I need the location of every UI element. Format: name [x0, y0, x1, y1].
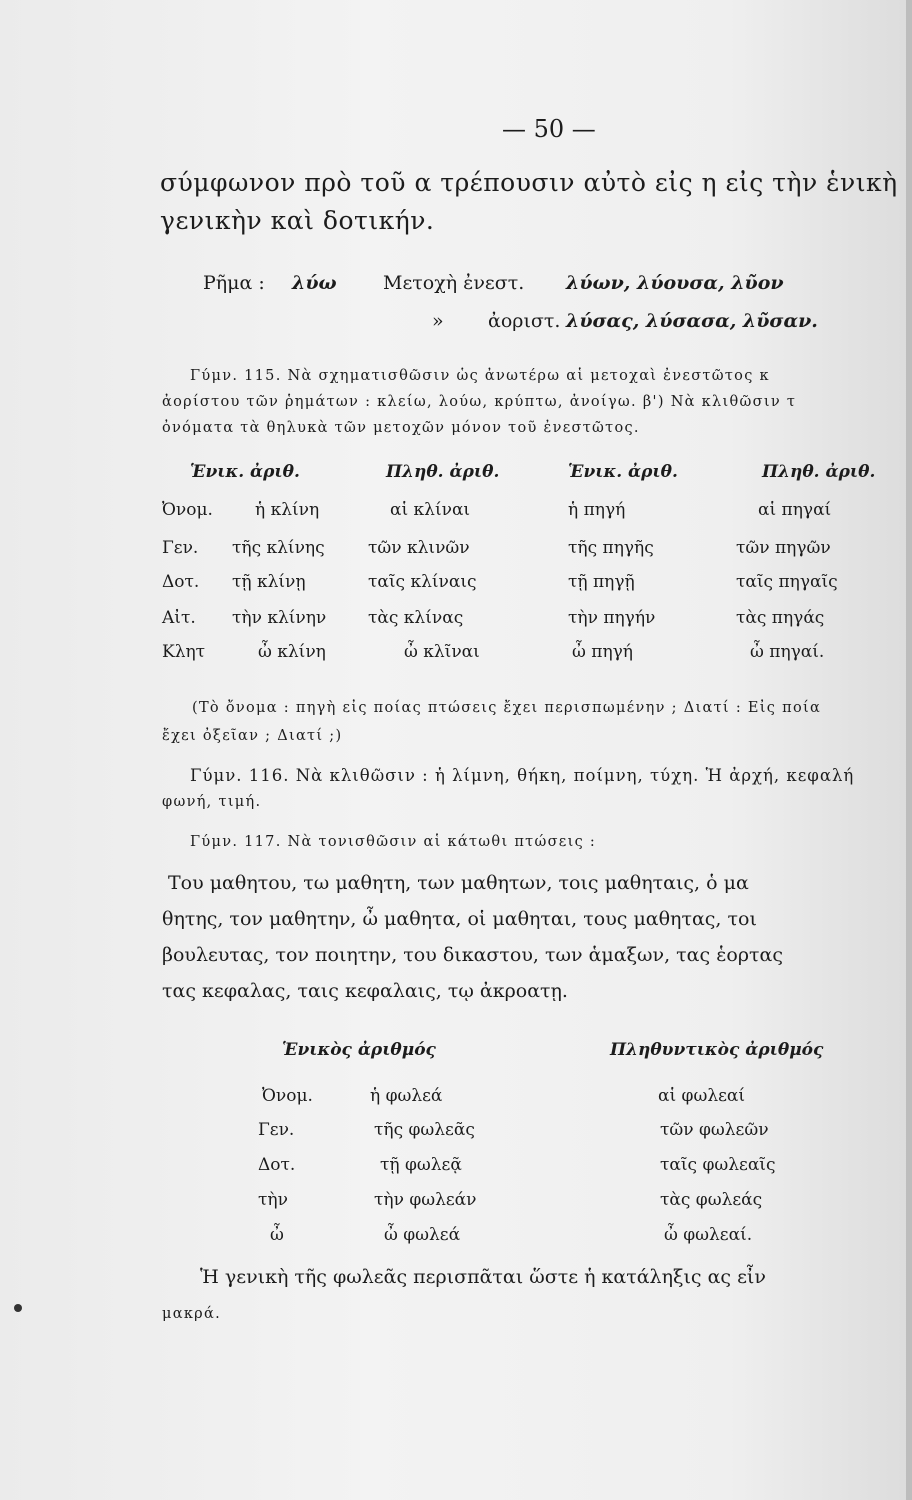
cell: τὰς πηγάς: [736, 608, 825, 628]
exercise-115-line-2: ἀορίστου τῶν ῥημάτων : κλείω, λούω, κρύπτω, ἀνοίγω. β') Νὰ κλιθῶσιν τ: [162, 394, 797, 410]
exercise-116-line-1: Γύμν. 116. Νὰ κλιθῶσιν : ἡ λίμνη, θήκη, ποίμνη, τύχη. Ἡ ἀρχή, κεφαλή: [190, 766, 855, 785]
cell: τῶν πηγῶν: [736, 538, 831, 558]
case-label: Αἰτ.: [162, 608, 196, 628]
case-label: Δοτ.: [258, 1155, 296, 1175]
cell: ὦ φωλεαί.: [664, 1225, 753, 1245]
case-label: Ὀνομ.: [162, 500, 213, 520]
aorist-forms: λύσας, λύσασα, λῦσαν.: [566, 310, 818, 332]
table1-header-4: Πληθ. ἀριθ.: [762, 462, 876, 482]
cell: ἡ κλίνη: [255, 500, 320, 520]
intro-line-1: σύμφωνον πρὸ τοῦ α τρέπουσιν αὐτὸ εἰς η εἰς τὴν ἑνικὴ: [160, 168, 898, 197]
page-number: — 50 —: [502, 115, 596, 143]
case-label: Κλητ: [162, 642, 206, 662]
verb-label: Ρῆμα :: [203, 272, 265, 294]
exercise-115-line-1: Γύμν. 115. Νὰ σχηματισθῶσιν ὡς ἀνωτέρω αἱ μετοχαὶ ἐνεστῶτος κ: [190, 368, 770, 384]
exercise-116-line-2: φωνή, τιμή.: [162, 794, 262, 810]
cell: τὴν φωλεάν: [374, 1190, 477, 1210]
cell: τὴν κλίνην: [232, 608, 327, 628]
cell: τῆς φωλεᾶς: [374, 1120, 475, 1140]
cell: τὰς φωλεάς: [660, 1190, 763, 1210]
cell: τὰς κλίνας: [368, 608, 464, 628]
cell: αἱ φωλεαί: [658, 1086, 746, 1106]
cell: ὦ κλίνη: [258, 642, 326, 662]
case-label: Δοτ.: [162, 572, 200, 592]
cell: τῆς πηγῆς: [568, 538, 654, 558]
intro-line-2: γενικὴν καὶ δοτικήν.: [160, 206, 435, 235]
cell: ὦ κλῖναι: [404, 642, 480, 662]
page-edge: [906, 0, 912, 1500]
cell: ἡ φωλεά: [370, 1086, 443, 1106]
case-label: τὴν: [258, 1190, 288, 1210]
exercise-117-title: Γύμν. 117. Νὰ τονισθῶσιν αἱ κάτωθι πτώσεις :: [190, 834, 597, 850]
table1-header-2: Πληθ. ἀριθ.: [386, 462, 500, 482]
exercise-115-line-3: ὀνόματα τὰ θηλυκὰ τῶν μετοχῶν μόνον τοῦ ἐνεστῶτος.: [162, 420, 640, 436]
closing-line-2: μακρά.: [162, 1306, 222, 1322]
cell: ἡ πηγή: [568, 500, 626, 520]
closing-line-1: Ἡ γενικὴ τῆς φωλεᾶς περισπᾶται ὥστε ἡ κατάληξις ας εἶν: [200, 1266, 766, 1288]
note-line-1: (Τὸ ὄνομα : πηγὴ εἰς ποίας πτώσεις ἔχει περισπωμένην ; Διατί : Εἰς ποία: [192, 700, 822, 716]
cell: ταῖς πηγαῖς: [736, 572, 838, 592]
table2-header-plural: Πληθυντικὸς ἀριθμός: [610, 1040, 824, 1060]
note-line-2: ἔχει ὀξεῖαν ; Διατί ;): [162, 728, 343, 744]
cell: τῆς κλίνης: [232, 538, 325, 558]
cell: αἱ πηγαί: [758, 500, 832, 520]
cell: ταῖς φωλεαῖς: [660, 1155, 776, 1175]
case-label: Ὀνομ.: [262, 1086, 313, 1106]
scan-speck: [14, 1304, 22, 1312]
cell: ὦ φωλεά: [384, 1225, 461, 1245]
cell: ὦ πηγαί.: [750, 642, 825, 662]
cell: τῶν κλινῶν: [368, 538, 470, 558]
cell: τῇ πηγῇ: [568, 572, 635, 592]
handwritten-line-1: Του μαθητου, τω μαθητη, των μαθητων, τοις μαθηταις, ὁ μα: [168, 872, 749, 894]
aorist-label: ἀοριστ.: [488, 310, 561, 332]
aorist-marker: »: [432, 310, 444, 332]
table1-header-3: Ἑνικ. ἀριθ.: [568, 462, 678, 482]
cell: τῇ κλίνῃ: [232, 572, 306, 592]
cell: ταῖς κλίναις: [368, 572, 477, 592]
case-label: Γεν.: [162, 538, 199, 558]
table2-header-singular: Ἑνικὸς ἀριθμός: [282, 1040, 436, 1060]
cell: αἱ κλίναι: [390, 500, 471, 520]
handwritten-line-3: βουλευτας, τον ποιητην, του δικαστου, των ἁμαξων, τας ἑορτας: [162, 944, 783, 966]
case-label: ὦ: [270, 1225, 284, 1245]
cell: τῶν φωλεῶν: [660, 1120, 769, 1140]
table1-header-1: Ἑνικ. ἀριθ.: [190, 462, 300, 482]
handwritten-line-4: τας κεφαλας, ταις κεφαλαις, τῳ ἀκροατῃ.: [162, 980, 568, 1002]
cell: τῇ φωλεᾷ: [380, 1155, 462, 1175]
present-forms: λύων, λύουσα, λῦον: [566, 272, 784, 294]
cell: τὴν πηγήν: [568, 608, 656, 628]
participle-label: Μετοχὴ ἐνεστ.: [383, 272, 525, 294]
handwritten-line-2: θητης, τον μαθητην, ὦ μαθητα, οἱ μαθηται, τους μαθητας, τοι: [162, 908, 757, 930]
case-label: Γεν.: [258, 1120, 295, 1140]
cell: ὦ πηγή: [572, 642, 633, 662]
verb-word: λύω: [292, 272, 337, 294]
